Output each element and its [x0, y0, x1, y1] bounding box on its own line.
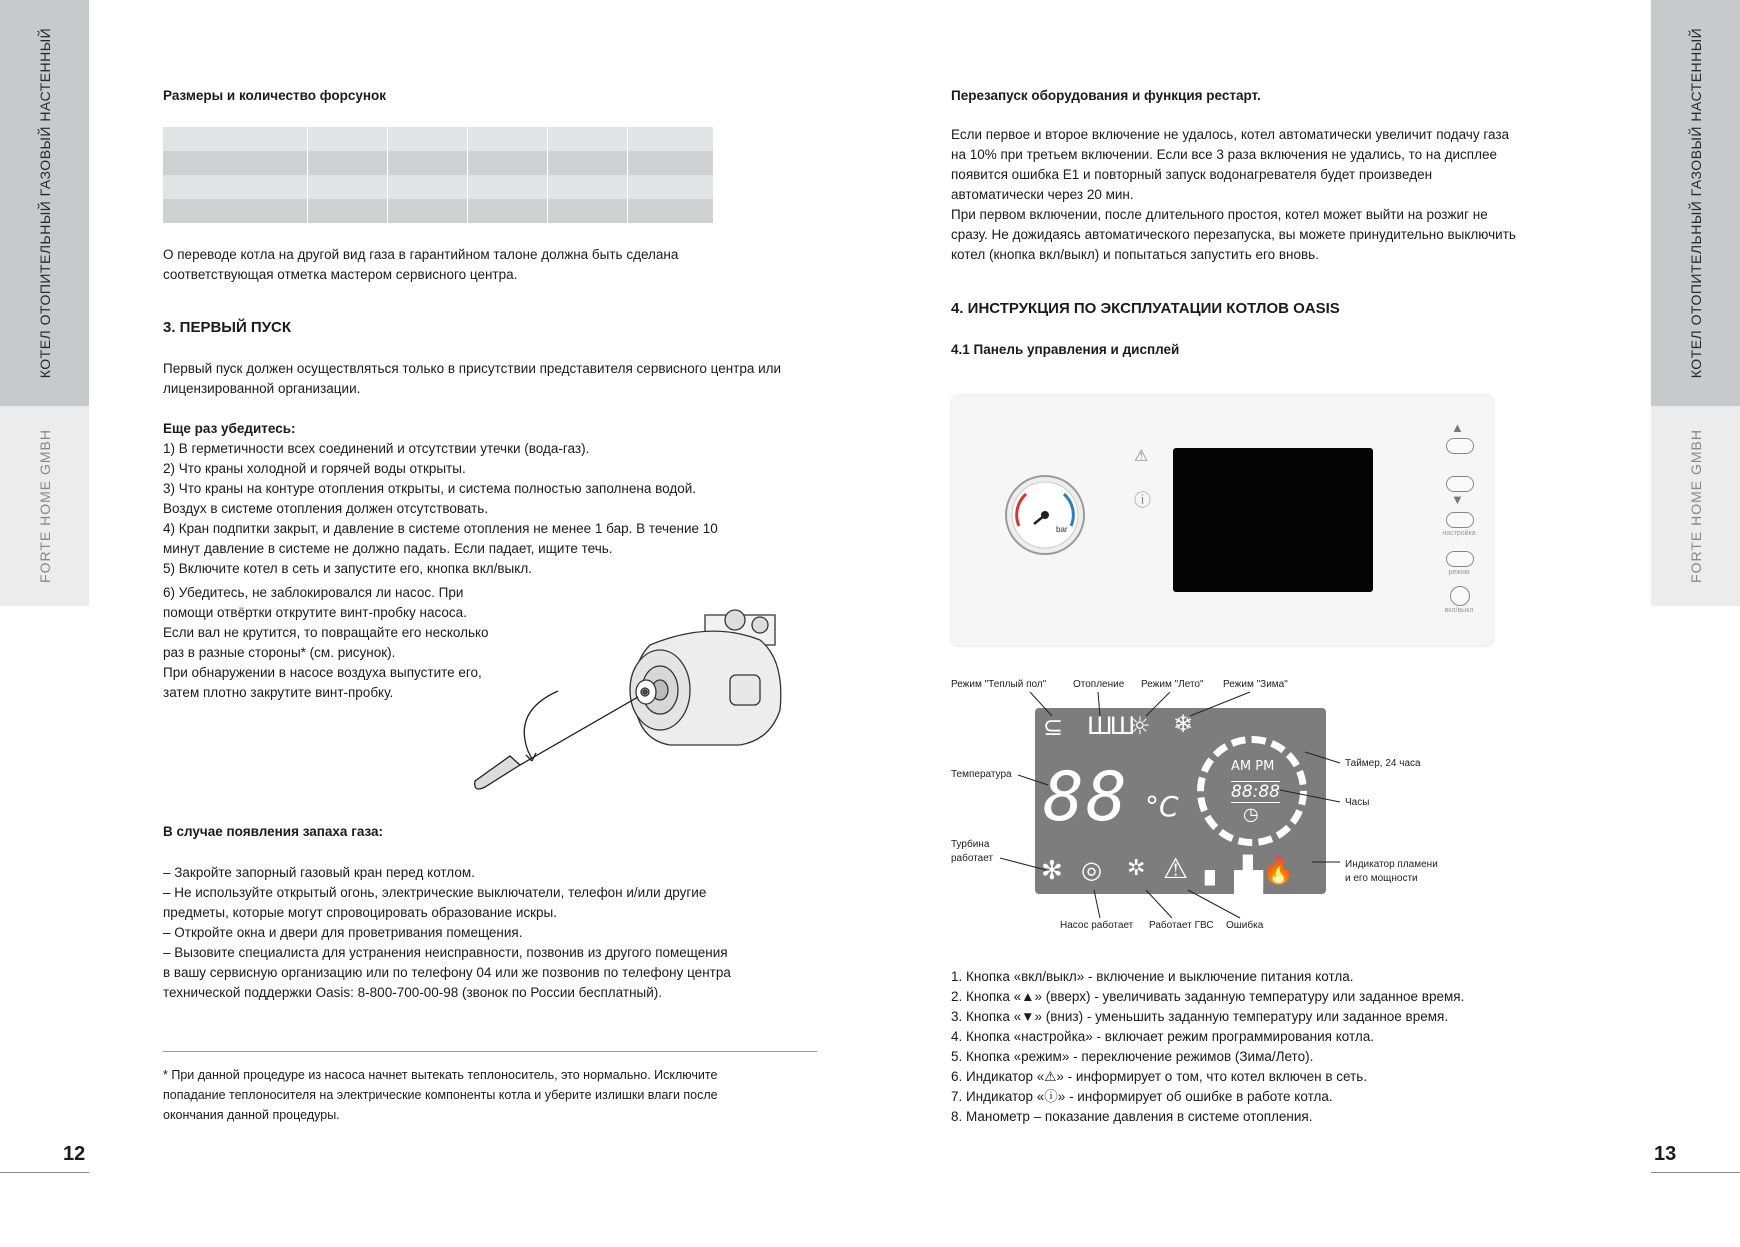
first-start-heading: 3. ПЕРВЫЙ ПУСК [163, 319, 292, 336]
buttons-description-list [951, 967, 1611, 1127]
am-pm-indicator: AM PM [1231, 759, 1275, 774]
list-item: 3. Кнопка «▼» (вниз) - уменьшить заданную температуру или заданное время. [951, 1009, 1449, 1024]
dhw-tap-icon: ✲ [1127, 856, 1146, 881]
label-flame-line: Индикатор пламени [1345, 859, 1438, 870]
down-arrow-icon: ▼ [1451, 492, 1464, 507]
right-sidebar-title: КОТЕЛ ОТОПИТЕЛЬНЫЙ ГАЗОВЫЙ НАСТЕННЫЙ [1687, 27, 1704, 379]
list-item: технической поддержки Oasis: 8-800-700-00-98 (звонок по России бесплатный). [163, 985, 663, 1000]
label-error: Ошибка [1226, 920, 1264, 931]
list-item: 6. Индикатор «⚠» - информирует о том, что котел включен в сеть. [951, 1069, 1368, 1084]
gas-smell-heading: В случае появления запаха газа: [163, 824, 384, 839]
text-line: При первом включении, после длительного простоя, котел может выйти на розжиг не [951, 207, 1488, 222]
list-item: раз в разные стороны* (см. рисунок). [163, 645, 396, 660]
list-item: Воздух в системе отопления должен отсутствовать. [163, 501, 489, 516]
label-turbine-line: Турбина [951, 839, 990, 850]
list-item: 5. Кнопка «режим» - переключение режимов (Зима/Лето). [951, 1049, 1314, 1064]
label-pump: Насос работает [1060, 920, 1134, 931]
panel-heading: 4.1 Панель управления и дисплей [951, 342, 1180, 357]
list-item: 5) Включите котел в сеть и запустите его, кнопка вкл/выкл. [163, 561, 532, 576]
list-item: – Откройте окна и двери для проветривания помещения. [163, 925, 523, 940]
list-item: – Не используйте открытый огонь, электрические выключатели, телефон и/или другие [163, 885, 707, 900]
info-indicator-icon: ⓘ [1134, 491, 1151, 510]
text-line: котел (кнопка вкл/выкл) и попытаться запустить его вновь. [951, 247, 1319, 262]
page-number-left: 12 [63, 1143, 86, 1165]
operation-heading: 4. ИНСТРУКЦИЯ ПО ЭКСПЛУАТАЦИИ КОТЛОВ OASIS [951, 300, 1340, 317]
right-sidebar-brand: FORTE HOME GMBH [1687, 429, 1704, 583]
text-line: Если первое и второе включение не удалось, котел автоматически увеличит подачу газа [951, 127, 1510, 142]
list-item: 4) Кран подпитки закрыт, и давление в системе отопления не менее 1 бар. В течение 10 [163, 521, 718, 536]
text-line: автоматически через 20 мин. [951, 187, 1134, 202]
list-item: – Вызовите специалиста для устранения неисправности, позвонив из другого помещения [163, 945, 728, 960]
sun-icon: ☼ [1129, 712, 1151, 740]
text-line: сразу. Не дожидаясь автоматического перезапуска, вы можете принудительно выключить [951, 227, 1516, 242]
list-item: в вашу сервисную организацию или по телефону 04 или же позвонив по телефону центра [163, 965, 731, 980]
label-turbine-line: работает [951, 853, 994, 864]
list-item: 6) Убедитесь, не заблокировался ли насос. При [163, 585, 464, 600]
label-winter: Режим "Зима" [1223, 679, 1288, 690]
gas-conversion-note: О переводе котла на другой вид газа в гарантийном талоне должна быть сделана соответствующая отметка мастером сервисного центра. [163, 247, 679, 282]
list-item: 4. Кнопка «настройка» - включает режим программирования котла. [951, 1029, 1374, 1044]
flame-power-bars-icon: ▖▗▙🔥▗▟█ [1205, 856, 1294, 916]
error-icon: ⚠ [1163, 852, 1189, 885]
first-start-intro: Первый пуск должен осуществляться только в присутствии представителя сервисного центра или лицензированной организации. [163, 361, 782, 396]
list-item: затем плотно закрутите винт-пробку. [163, 685, 394, 700]
settings-button-label: настройка [1442, 530, 1476, 537]
list-item: 7. Индикатор «ⓘ» - информирует об ошибке в работе котла. [951, 1089, 1333, 1104]
restart-heading: Перезапуск оборудования и функция рестарт. [951, 88, 1261, 103]
list-item: 1. Кнопка «вкл/выкл» - включение и выключение питания котла. [951, 969, 1354, 984]
footnote-line: окончания данной процедуры. [163, 1108, 340, 1122]
label-temperature: Температура [951, 769, 1012, 780]
mode-button-label: режим [1448, 569, 1470, 576]
temperature-unit: °C [1145, 790, 1179, 823]
gauge-unit: bar [1056, 525, 1068, 534]
page-number-right: 13 [1654, 1143, 1677, 1165]
left-sidebar-brand: FORTE HOME GMBH [36, 429, 53, 583]
label-dhw: Работает ГВС [1149, 920, 1214, 931]
temperature-digits: 88 [1043, 758, 1129, 837]
list-item: – Закройте запорный газовый кран перед котлом. [163, 865, 475, 880]
check-heading: Еще раз убедитесь: [163, 421, 296, 436]
list-item: предметы, которые могут спровоцировать образование искры. [163, 905, 557, 920]
clock-digits: 88:88 [1231, 782, 1280, 802]
turbine-icon: ✻ [1041, 856, 1063, 886]
left-sidebar-title: КОТЕЛ ОТОПИТЕЛЬНЫЙ ГАЗОВЫЙ НАСТЕННЫЙ [36, 27, 53, 379]
list-item: Если вал не крутится, то повращайте его несколько [163, 625, 489, 640]
list-item: 2) Что краны холодной и горячей воды открыты. [163, 461, 466, 476]
floor-mode-icon: ⊆ [1043, 713, 1064, 741]
nozzles-heading: Размеры и количество форсунок [163, 88, 387, 103]
list-item: 1) В герметичности всех соединений и отсутствии утечки (вода-газ). [163, 441, 590, 456]
list-item: помощи отвёртки открутите винт-пробку насоса. [163, 605, 467, 620]
label-heating: Отопление [1073, 679, 1125, 690]
label-flame-line: и его мощности [1345, 873, 1418, 884]
list-item: При обнаружении в насосе воздуха выпустите его, [163, 665, 482, 680]
text-line: появится ошибка Е1 и повторный запуск водонагревателя будет произведен [951, 167, 1433, 182]
clock-icon: ◷ [1243, 804, 1259, 825]
list-item: 3) Что краны на контуре отопления открыты, и система полностью заполнена водой. [163, 481, 697, 496]
footnote-line: попадание теплоносителя на электрические компоненты котла и уберите излишки влаги после [163, 1088, 718, 1102]
power-button-label: вкл/выкл [1444, 607, 1474, 614]
radiator-icon: ШШ [1087, 712, 1133, 740]
label-timer: Таймер, 24 часа [1345, 758, 1421, 769]
snowflake-icon: ❄ [1173, 710, 1194, 738]
warning-indicator-icon: ⚠ [1134, 448, 1149, 465]
label-clock: Часы [1345, 797, 1370, 808]
list-item: 8. Манометр – показание давления в системе отопления. [951, 1109, 1313, 1124]
list-item: 2. Кнопка «▲» (вверх) - увеличивать заданную температуру или заданное время. [951, 989, 1465, 1004]
label-summer: Режим "Лето" [1141, 679, 1204, 690]
label-floor-mode: Режим "Теплый пол" [951, 679, 1047, 690]
pump-icon: ◎ [1081, 856, 1102, 884]
list-item: минут давление в системе не должно падать. Если падает, ищите течь. [163, 541, 613, 556]
text-line: на 10% при третьем включении. Если все 3 раза включения не удались, то на дисплее [951, 147, 1498, 162]
up-arrow-icon: ▲ [1451, 420, 1464, 435]
footnote-line: * При данной процедуре из насоса начнет вытекать теплоноситель, это нормально. Исключите [163, 1068, 718, 1082]
